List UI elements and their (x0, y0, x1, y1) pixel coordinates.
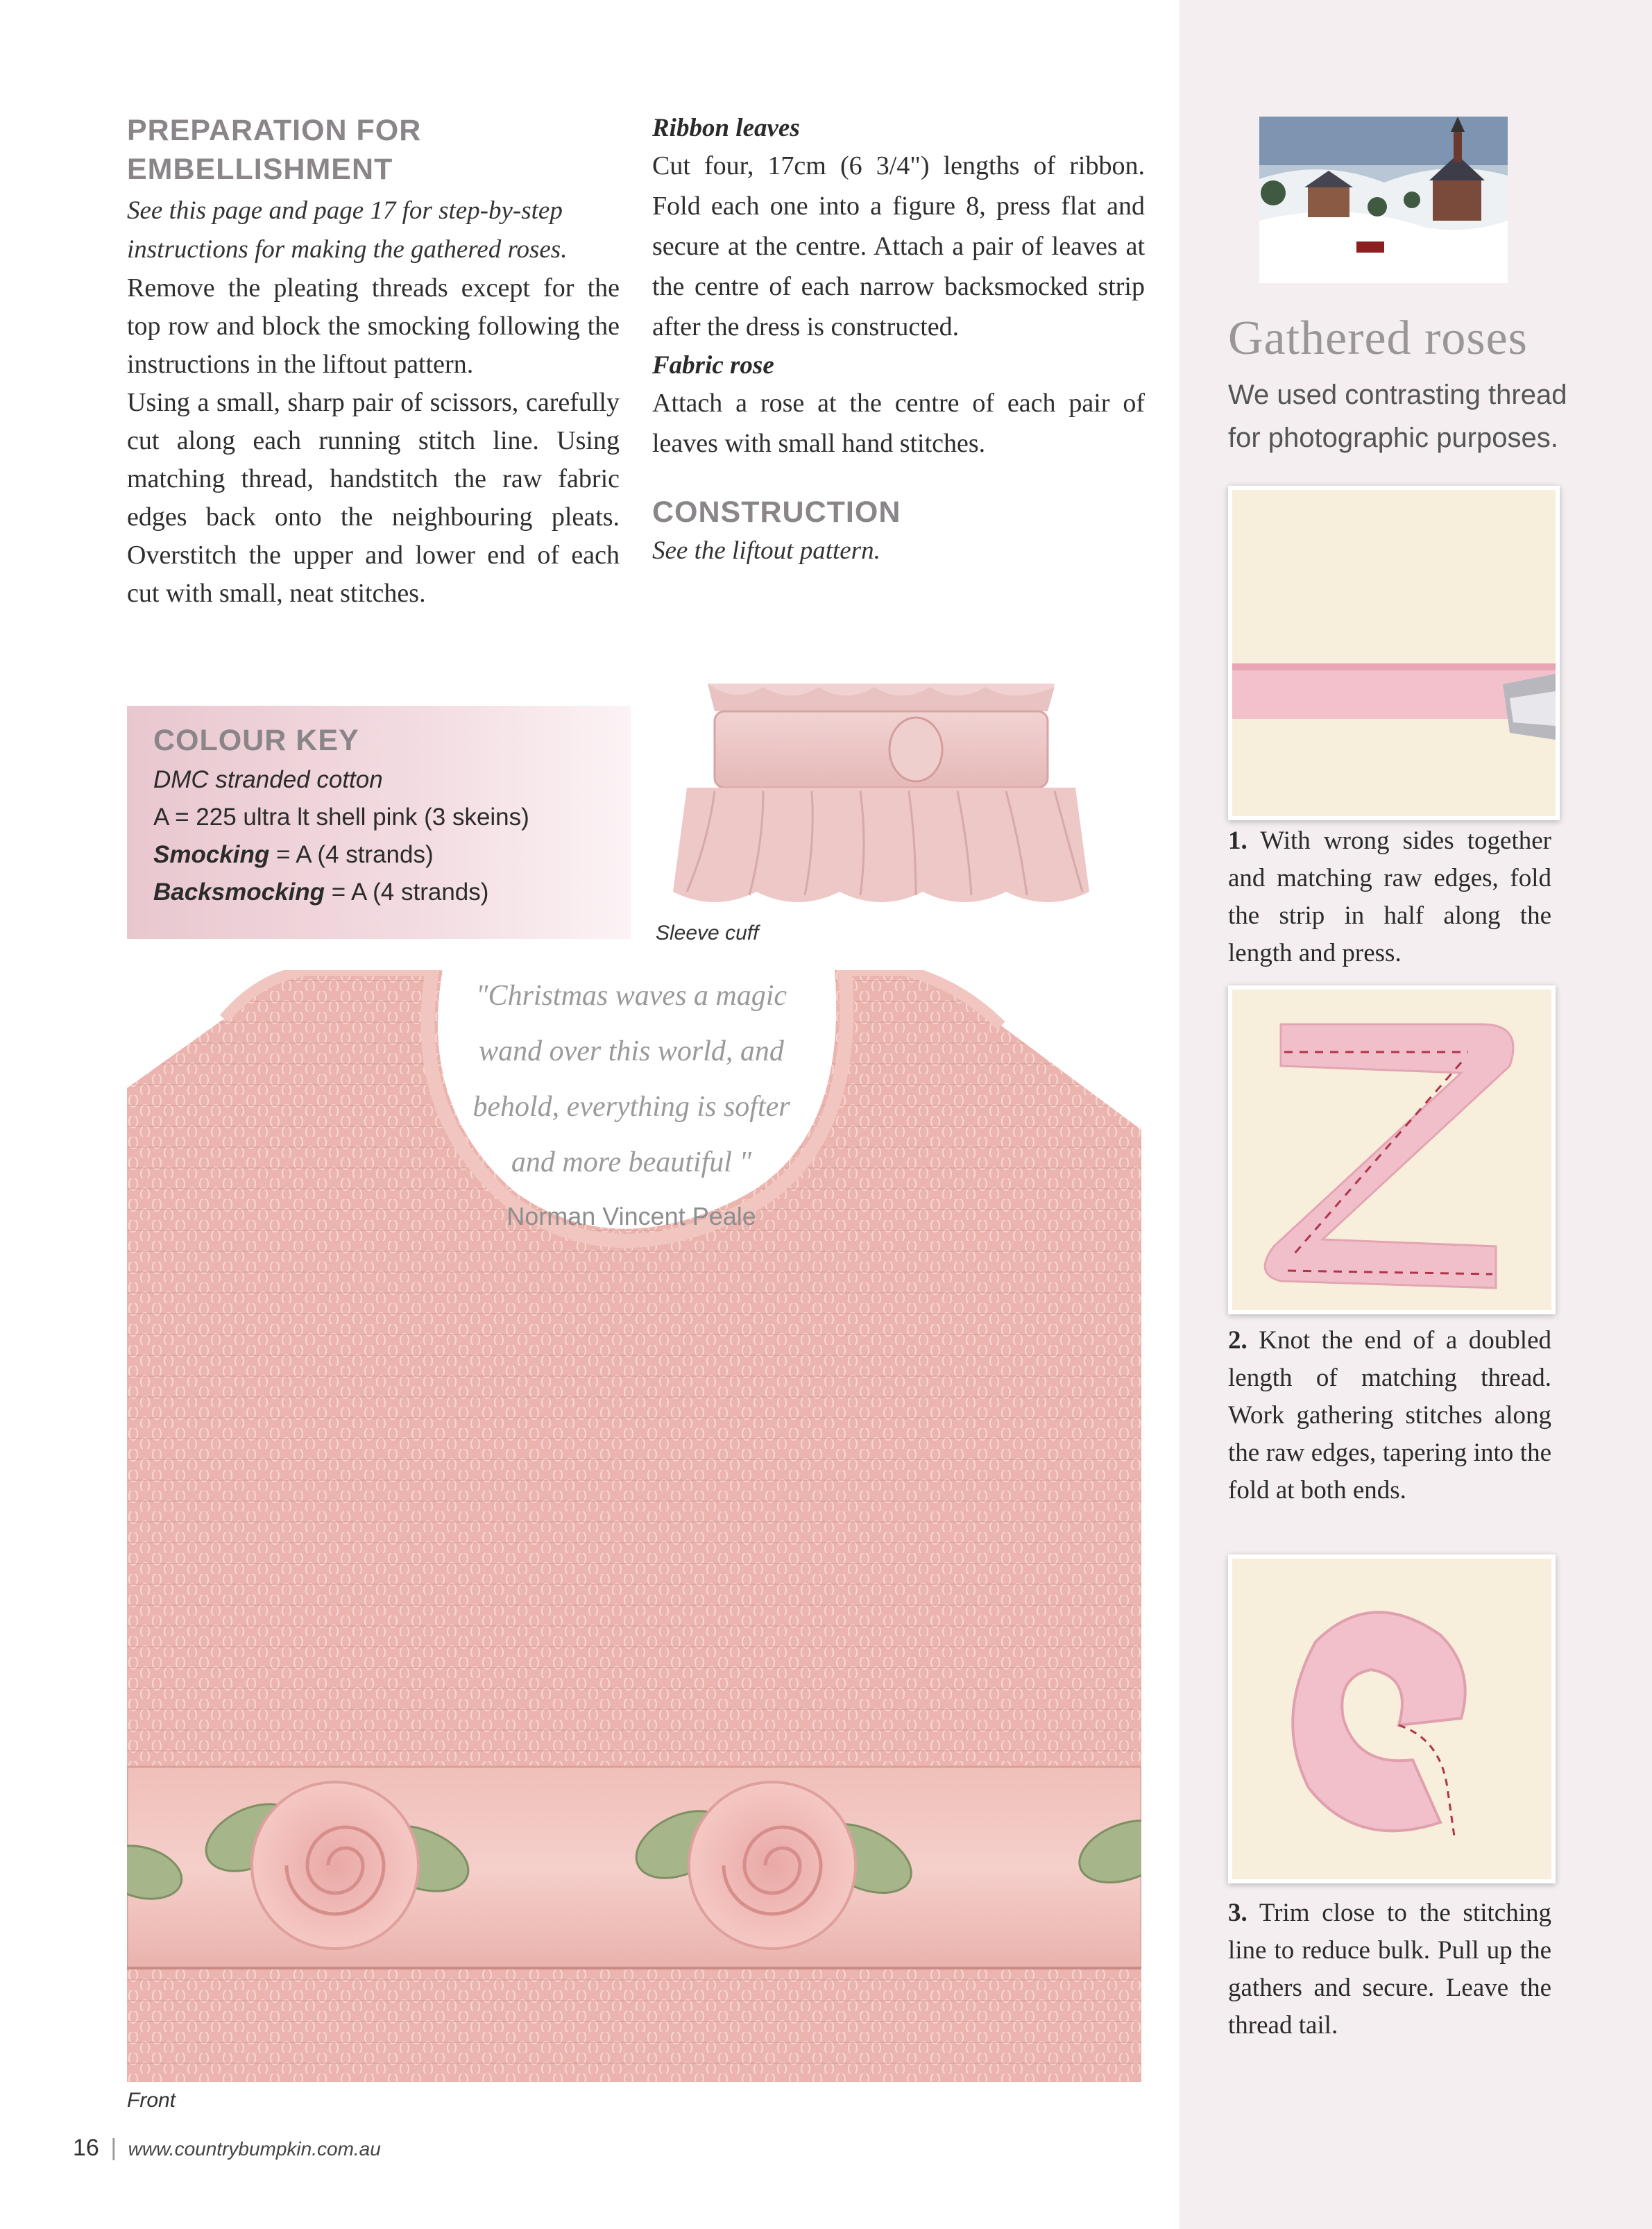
colour-key-heading: COLOUR KEY (153, 724, 359, 757)
quote-line-4: and more beautiful " (511, 1146, 752, 1178)
backsmocking-value: = A (4 strands) (325, 879, 489, 906)
quote-author: Norman Vincent Peale (506, 1202, 756, 1230)
colour-key-subtitle: DMC stranded cotton (153, 766, 383, 793)
left-column (127, 111, 620, 613)
sleeve-cuff-caption: Sleeve cuff (656, 922, 759, 944)
footer (73, 2135, 381, 2162)
colour-key-line-a: A = 225 ultra lt shell pink (3 skeins) (153, 804, 529, 831)
gathering-stitch-illustration (1232, 990, 1551, 1310)
step-1-description: With wrong sides together and matching raw edges, fold the strip in half along the length and press. (1228, 827, 1551, 967)
step-2-description: Knot the end of a doubled length of matching thread. Work gathering stitches along the raw edges, tapering into the fold at both ends. (1228, 1326, 1551, 1505)
quote-line-2: wand over this world, and (479, 1035, 784, 1067)
colour-key-backsmocking (153, 874, 488, 911)
ribbon-leaves-title: Ribbon leaves (652, 114, 800, 142)
step-3-number: 3. (1228, 1899, 1247, 1927)
step-1-photo (1228, 486, 1560, 820)
step-3-photo (1228, 1554, 1556, 1883)
middle-column (652, 111, 1145, 570)
footer-website-link[interactable]: www.countrybumpkin.com.au (128, 2138, 381, 2160)
step-1-text (1228, 822, 1551, 972)
fabric-rose-title: Fabric rose (652, 351, 774, 380)
step-3-description: Trim close to the stitching line to reduce bulk. Pull up the gathers and secure. Leave the thread tail. (1228, 1899, 1551, 2040)
smocking-value: = A (4 strands) (269, 841, 434, 868)
step-2-photo (1228, 985, 1556, 1314)
quote-block (416, 968, 846, 1243)
colour-key-box (127, 706, 631, 939)
ribbon-press-illustration (1232, 490, 1556, 816)
smocking-label: Smocking (153, 841, 270, 868)
sidebar-note: We used contrasting thread for photographic purposes. (1228, 380, 1567, 453)
fabric-rose-text: Attach a rose at the centre of each pair of leaves with small hand stitches. (652, 389, 1145, 458)
page-number: 16 (73, 2135, 99, 2161)
ribbon-leaves-text: Cut four, 17cm (6 3/4") lengths of ribbon. Fold each one into a figure 8, press flat and secure at the centre. Attach a pair of leaves at the centre of each narrow backsmocked strip after the dress is constructed. (652, 151, 1145, 341)
preparation-paragraph-2: Using a small, sharp pair of scissors, carefully cut along each running stitch line. Using matching thread, handstitch the raw fabric edges back onto the neighbouring pleats. Overstitch the upper and lower end of each cut with small, neat stitches. (127, 388, 620, 608)
footer-separator: | (110, 2135, 117, 2161)
construction-text: See the liftout pattern. (652, 536, 880, 565)
step-2-number: 2. (1228, 1326, 1247, 1355)
sleeve-cuff-illustration (659, 684, 1103, 913)
construction-heading: CONSTRUCTION (652, 495, 901, 529)
gathered-rose-illustration (1232, 1559, 1551, 1879)
winter-scene-illustration (1259, 117, 1508, 283)
quote-line-1: "Christmas waves a magic (475, 980, 787, 1012)
step-3-text (1228, 1895, 1551, 2044)
step-1-number: 1. (1228, 827, 1247, 855)
backsmocking-label: Backsmocking (153, 879, 325, 906)
preparation-heading: PREPARATION FOR EMBELLISHMENT (127, 114, 422, 186)
preparation-paragraph-1: Remove the pleating threads except for the top row and block the smocking following the instructions in the liftout pattern. (127, 273, 620, 379)
step-2-text (1228, 1322, 1551, 1509)
quote-line-3: behold, everything is softer (472, 1091, 790, 1123)
colour-key-smocking (153, 836, 434, 874)
front-caption: Front (127, 2089, 176, 2112)
sleeve-cuff-photo (659, 684, 1103, 913)
winter-scene-image (1259, 117, 1508, 283)
sidebar-title: Gathered roses (1228, 312, 1528, 365)
preparation-intro: See this page and page 17 for step-by-step instructions for making the gathered roses. (127, 196, 568, 264)
